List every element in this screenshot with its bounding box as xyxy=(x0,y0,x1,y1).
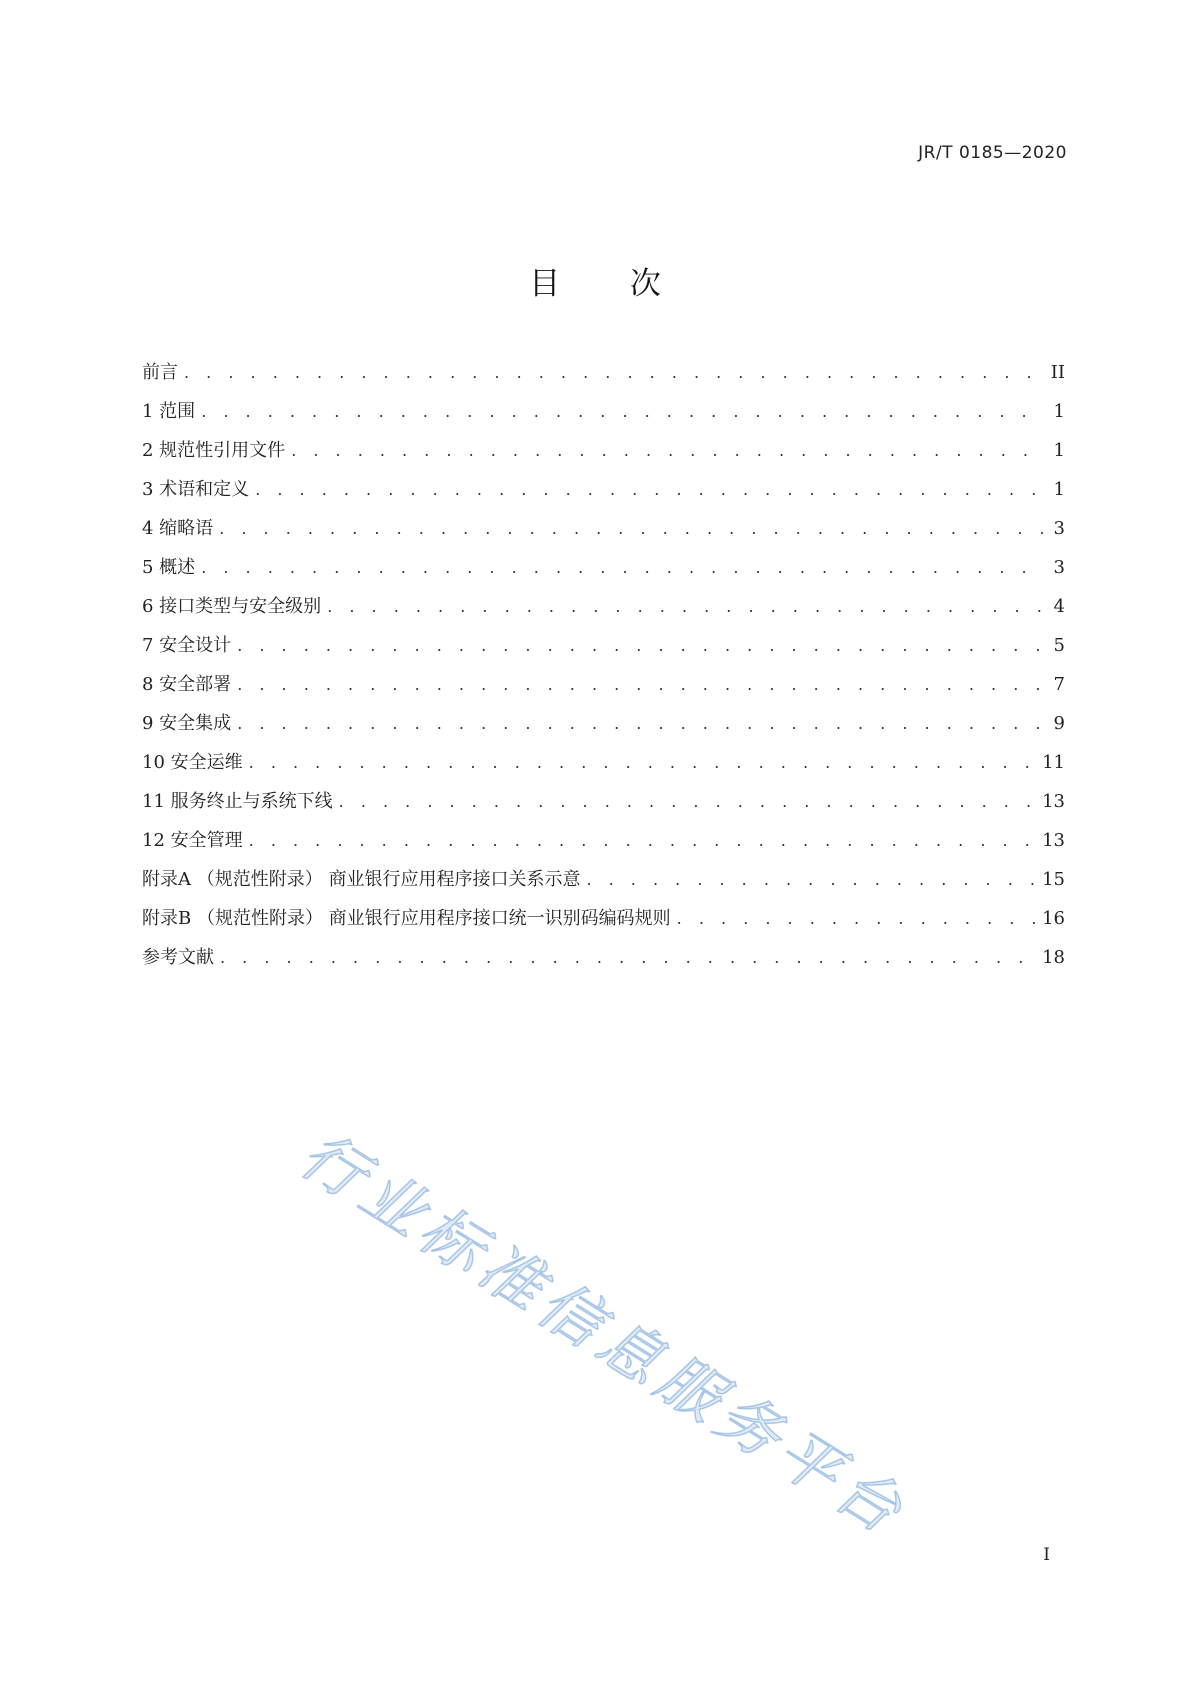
toc-dot-leader xyxy=(255,480,1045,499)
watermark: 行业标准信息服务平台 xyxy=(288,1117,921,1551)
toc-entry[interactable] xyxy=(142,787,1065,826)
toc-entry-page: 9 xyxy=(1053,713,1065,734)
toc-entry[interactable] xyxy=(142,592,1065,631)
toc-entry-page: II xyxy=(1050,362,1065,383)
toc-entry[interactable] xyxy=(142,670,1065,709)
toc-dot-leader xyxy=(249,753,1036,772)
toc-entry-page: 11 xyxy=(1042,752,1065,773)
toc-entry-label: 附录A （规范性附录） 商业银行应用程序接口关系示意 xyxy=(142,869,581,890)
toc-dot-leader xyxy=(677,909,1036,928)
toc-entry[interactable] xyxy=(142,943,1065,982)
toc-entry[interactable] xyxy=(142,631,1065,670)
document-code: JR/T 0185—2020 xyxy=(918,143,1067,163)
toc-entry-label: 6 接口类型与安全级别 xyxy=(142,596,322,617)
table-of-contents xyxy=(142,358,1065,982)
toc-entry[interactable] xyxy=(142,748,1065,787)
toc-entry[interactable] xyxy=(142,436,1065,475)
toc-entry[interactable] xyxy=(142,397,1065,436)
toc-dot-leader xyxy=(237,675,1045,694)
toc-dot-leader xyxy=(184,363,1045,382)
toc-entry-page: 7 xyxy=(1053,674,1065,695)
toc-entry-page: 1 xyxy=(1053,401,1065,422)
toc-entry[interactable] xyxy=(142,514,1065,553)
toc-dot-leader xyxy=(201,558,1045,577)
toc-entry-label: 附录B （规范性附录） 商业银行应用程序接口统一识别码编码规则 xyxy=(142,908,671,929)
toc-entry[interactable] xyxy=(142,826,1065,865)
toc-entry[interactable] xyxy=(142,709,1065,748)
toc-entry-label: 8 安全部署 xyxy=(142,674,232,695)
toc-entry[interactable] xyxy=(142,865,1065,904)
toc-dot-leader xyxy=(249,831,1036,850)
toc-entry-page: 3 xyxy=(1053,518,1065,539)
toc-entry-page: 5 xyxy=(1053,635,1065,656)
toc-entry-label: 前言 xyxy=(142,362,178,383)
toc-dot-leader xyxy=(237,714,1045,733)
toc-entry-label: 5 概述 xyxy=(142,557,196,578)
toc-entry-label: 4 缩略语 xyxy=(142,518,214,539)
toc-entry[interactable] xyxy=(142,358,1065,397)
toc-entry-label: 2 规范性引用文件 xyxy=(142,440,286,461)
toc-entry-label: 9 安全集成 xyxy=(142,713,232,734)
page-number: I xyxy=(1043,1545,1050,1565)
toc-entry-page: 16 xyxy=(1042,908,1065,929)
toc-dot-leader xyxy=(586,870,1036,889)
toc-entry-page: 4 xyxy=(1053,596,1065,617)
toc-entry-label: 1 范围 xyxy=(142,401,196,422)
toc-dot-leader xyxy=(339,792,1036,811)
toc-entry-page: 1 xyxy=(1053,479,1065,500)
toc-dot-leader xyxy=(291,441,1045,460)
toc-entry-label: 参考文献 xyxy=(142,947,214,968)
toc-entry[interactable] xyxy=(142,904,1065,943)
toc-dot-leader xyxy=(327,597,1045,616)
toc-entry-page: 3 xyxy=(1053,557,1065,578)
toc-entry-label: 11 服务终止与系统下线 xyxy=(142,791,333,812)
page-title: 目 次 xyxy=(529,266,691,302)
toc-entry[interactable] xyxy=(142,475,1065,514)
toc-entry-label: 12 安全管理 xyxy=(142,830,243,851)
toc-dot-leader xyxy=(237,636,1045,655)
toc-entry-page: 15 xyxy=(1042,869,1065,890)
toc-dot-leader xyxy=(219,519,1045,538)
toc-dot-leader xyxy=(220,948,1036,967)
toc-entry-page: 18 xyxy=(1042,947,1065,968)
toc-entry[interactable] xyxy=(142,553,1065,592)
toc-entry-page: 13 xyxy=(1042,791,1065,812)
toc-entry-label: 10 安全运维 xyxy=(142,752,243,773)
toc-entry-label: 3 术语和定义 xyxy=(142,479,250,500)
toc-entry-label: 7 安全设计 xyxy=(142,635,232,656)
toc-entry-page: 13 xyxy=(1042,830,1065,851)
toc-entry-page: 1 xyxy=(1053,440,1065,461)
toc-dot-leader xyxy=(201,402,1045,421)
